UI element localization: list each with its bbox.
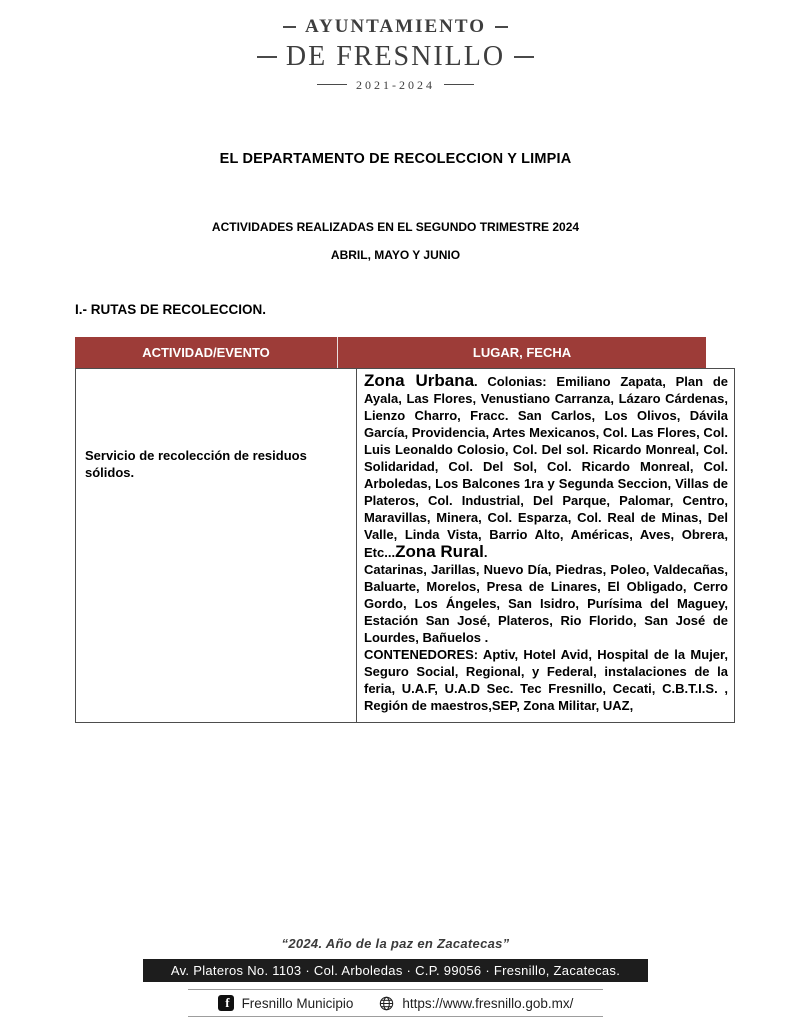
logo-rule [495, 26, 508, 28]
location-paragraph-urbana [364, 372, 728, 561]
header-cell-activity: ACTIVIDAD/EVENTO [75, 337, 338, 368]
logo-rule [283, 26, 296, 28]
header-cell-location: LUGAR, FECHA [472, 345, 572, 360]
logo-rule [444, 84, 474, 85]
footer-slogan: “2024. Año de la paz en Zacatecas” [281, 936, 510, 951]
facebook-icon: f [218, 995, 234, 1011]
document-title: EL DEPARTAMENTO DE RECOLECCION Y LIMPIA [219, 151, 572, 167]
location-cell [357, 369, 734, 722]
activities-table [75, 337, 733, 723]
globe-icon [379, 996, 394, 1011]
logo-fresnillo-text: DE FRESNILLO [285, 41, 506, 72]
zona-urbana-text: . Colonias: Emiliano Zapata, Plan de Ayala, Las Flores, Venustiano Carranza, Lázaro Cárdenas, Lienzo Charro, Fracc. San Carlos, Los Olivos, Dávila García, Providencia, Artes Mexicanos, Col. Las Flores, Col. Luis Leonaldo Colosio, Col. Del sol. Ricardo Monreal, Col. Solidaridad, Col. Del Sol, Col. Ricardo Monreal, Col. Arboledas, Los Balcones 1ra y Segunda Seccion, Villas de Plateros, Col. Industrial, Del Parque, Palomar, Centro, Maravillas, Minera, Col. Esparza, Col. Real de Minas, Del Valle, Linda Vista, Barrio Alto, Américas, Aves, Obrera, Etc... [364, 374, 728, 560]
footer-social-strip [188, 989, 604, 1017]
activity-cell: Servicio de recolección de residuos sólidos. [76, 369, 357, 722]
ayuntamiento-logo [0, 16, 791, 93]
logo-years-text: 2021-2024 [356, 78, 435, 92]
document-period: ABRIL, MAYO Y JUNIO [330, 248, 461, 262]
footer-address-row [0, 959, 791, 982]
zona-rural-heading: Zona Rural [395, 542, 484, 561]
zona-urbana-heading: Zona Urbana [364, 371, 475, 390]
zona-rural-period: . [483, 545, 488, 560]
section-heading-rutas: I.- RUTAS DE RECOLECCION. [75, 302, 267, 317]
footer-social-row [0, 989, 791, 1017]
facebook-label: Fresnillo Municipio [241, 995, 354, 1011]
logo-ayuntamiento-text: AYUNTAMIENTO [305, 16, 486, 37]
document-subtitle: ACTIVIDADES REALIZADAS EN EL SEGUNDO TRIMESTRE 2024 [211, 220, 580, 234]
location-paragraph-rural: Catarinas, Jarillas, Nuevo Día, Piedras, Poleo, Valdecañas, Baluarte, Morelos, Presa de Linares, El Obligado, Cerro Gordo, Los Ángeles, San Isidro, Purísima del Maguey, Estación San José, Plateros, Rio Florido, San José de Lourdes, Bañuelos . [364, 562, 728, 645]
footer-address-bar: Av. Plateros No. 1103 · Col. Arboledas · C.P. 99056 · Fresnillo, Zacatecas. [143, 959, 648, 982]
logo-rule [514, 56, 534, 58]
table-header-row [75, 337, 706, 368]
logo-rule [257, 56, 277, 58]
logo-rule [317, 84, 347, 85]
location-paragraph-contenedores: CONTENEDORES: Aptiv, Hotel Avid, Hospital de la Mujer, Seguro Social, Regional, y Federal, instalaciones de la feria, U.A.F, U.A.D Sec. Tec Fresnillo, Cecati, C.B.T.I.S. , Región de maestros,SEP, Zona Militar, UAZ, [364, 647, 728, 713]
website-url: https://www.fresnillo.gob.mx/ [402, 995, 574, 1011]
table-row [75, 368, 735, 723]
